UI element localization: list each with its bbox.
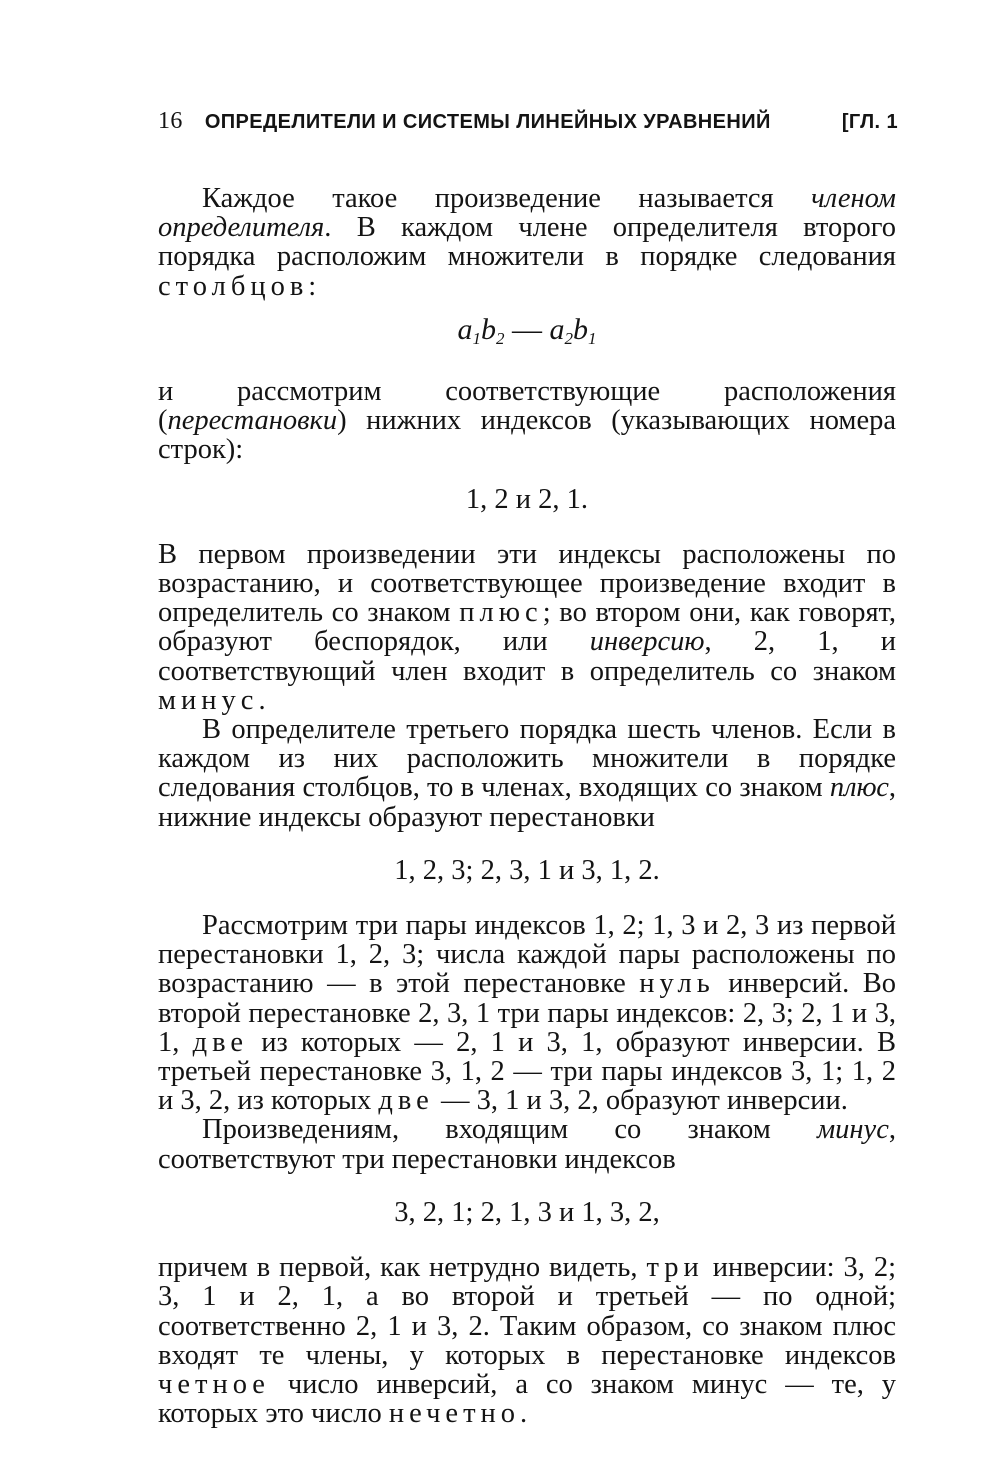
paragraph-3: [158, 540, 896, 715]
paragraph-6: [158, 1115, 896, 1173]
text: , 2, 1, и соответствующий член входит в определитель со знаком: [158, 626, 896, 687]
subscript: 2: [564, 328, 573, 348]
var: b: [573, 312, 588, 346]
var: a: [549, 312, 565, 346]
spaced-word: плюс: [459, 597, 543, 629]
term-minus: минус: [816, 1114, 889, 1146]
term-inversion: инверсию: [589, 626, 705, 658]
text: инверсии: 3, 2; 3, 1 и 2, 1, а во второй и третьей — по одной; соответственно 2, 1 и 3, 2. Таким образом, со знаком плюс входят те члены, у которых в перестановке индексов: [158, 1252, 896, 1371]
text: .: [520, 1398, 528, 1430]
page-number: 16: [158, 108, 183, 134]
text: инверсий. Во второй перестановке 2, 3, 1 три пары индексов: 2, 3; 2, 1 и 3, 1,: [158, 968, 897, 1058]
var: a: [457, 312, 473, 346]
running-header: [158, 108, 898, 135]
paragraph-1: [158, 184, 896, 301]
text: ; во втором они, как говорят, образуют беспорядок, или: [158, 597, 896, 658]
chapter-label: [ГЛ. 1: [841, 111, 898, 133]
sequence-1: 1, 2 и 2, 1.: [465, 483, 589, 515]
text: , соответствуют три перестановки индексов: [158, 1114, 896, 1175]
term-member-of-determinant: членом определителя: [158, 183, 896, 244]
spaced-word: две: [192, 1026, 249, 1058]
text: причем в первой, как нетрудно видеть,: [158, 1252, 647, 1284]
text: — 3, 1 и 3, 2, образуют инверсии.: [433, 1085, 848, 1117]
text: В определителе третьего порядка шесть членов. Если в каждом из них расположить множители в порядке следования столбцов, то в членах, входящих со знаком: [158, 714, 896, 804]
text: Каждое такое произведение называется: [202, 183, 812, 214]
text: и рассмотрим соответствующие расположения (: [158, 376, 896, 437]
text: Произведениям, входящим со знаком: [202, 1114, 817, 1146]
sequence-3: 3, 2, 1; 2, 1, 3 и 1, 3, 2,: [394, 1196, 660, 1228]
sequence-2: 1, 2, 3; 2, 3, 1 и 3, 1, 2.: [394, 854, 660, 886]
text: число инверсий, а со знаком минус — те, у которых это число: [158, 1368, 896, 1430]
paragraph-7: [158, 1253, 896, 1428]
text: , нижние индексы образуют перестановки: [158, 772, 896, 833]
formula-determinant-2x2: [158, 312, 896, 353]
term-plus: плюс: [829, 772, 889, 804]
paragraph-4: [158, 715, 896, 832]
text: В первом произведении эти индексы расположены по возрастанию, и соответствующее произведение входит в определитель со знаком: [158, 538, 896, 629]
paragraph-5: [158, 911, 896, 1115]
term-permutation: перестановки: [167, 405, 338, 437]
minus-sign: —: [504, 312, 550, 346]
text: . В каждом члене определителя второго порядка расположим множители в порядке следования: [158, 212, 896, 273]
text: ) нижних индексов (указывающих номера строк):: [158, 405, 896, 466]
subscript: 2: [496, 328, 505, 348]
text: :: [308, 270, 317, 302]
subscript: 1: [588, 328, 597, 348]
spaced-word: четное: [158, 1368, 270, 1400]
spaced-word: две: [378, 1085, 434, 1117]
text: из которых — 2, 1 и 3, 1, образуют инверсии. В третьей перестановке 3, 1, 2 — три пары индексов 3, 1; 1, 2 и 3, 2, из которых: [158, 1026, 896, 1117]
spaced-word: минус: [158, 684, 259, 716]
paragraph-2: [158, 377, 896, 465]
running-title: ОПРЕДЕЛИТЕЛИ И СИСТЕМЫ ЛИНЕЙНЫХ УРАВНЕНИЙ: [204, 111, 771, 133]
text: Рассмотрим три пары индексов 1, 2; 1, 3 и 2, 3 из первой перестановки 1, 2, 3; числа каждой пары расположены по возрастанию — в этой перестановке: [158, 910, 896, 1000]
spaced-word: нуль: [639, 968, 715, 1000]
subscript: 1: [472, 328, 481, 348]
var: b: [481, 312, 496, 346]
spaced-word: три: [646, 1252, 704, 1284]
text: .: [258, 684, 266, 716]
spaced-word: нечетно: [388, 1398, 521, 1430]
spaced-word: столбцов: [158, 270, 309, 302]
page-body: [158, 184, 896, 1428]
